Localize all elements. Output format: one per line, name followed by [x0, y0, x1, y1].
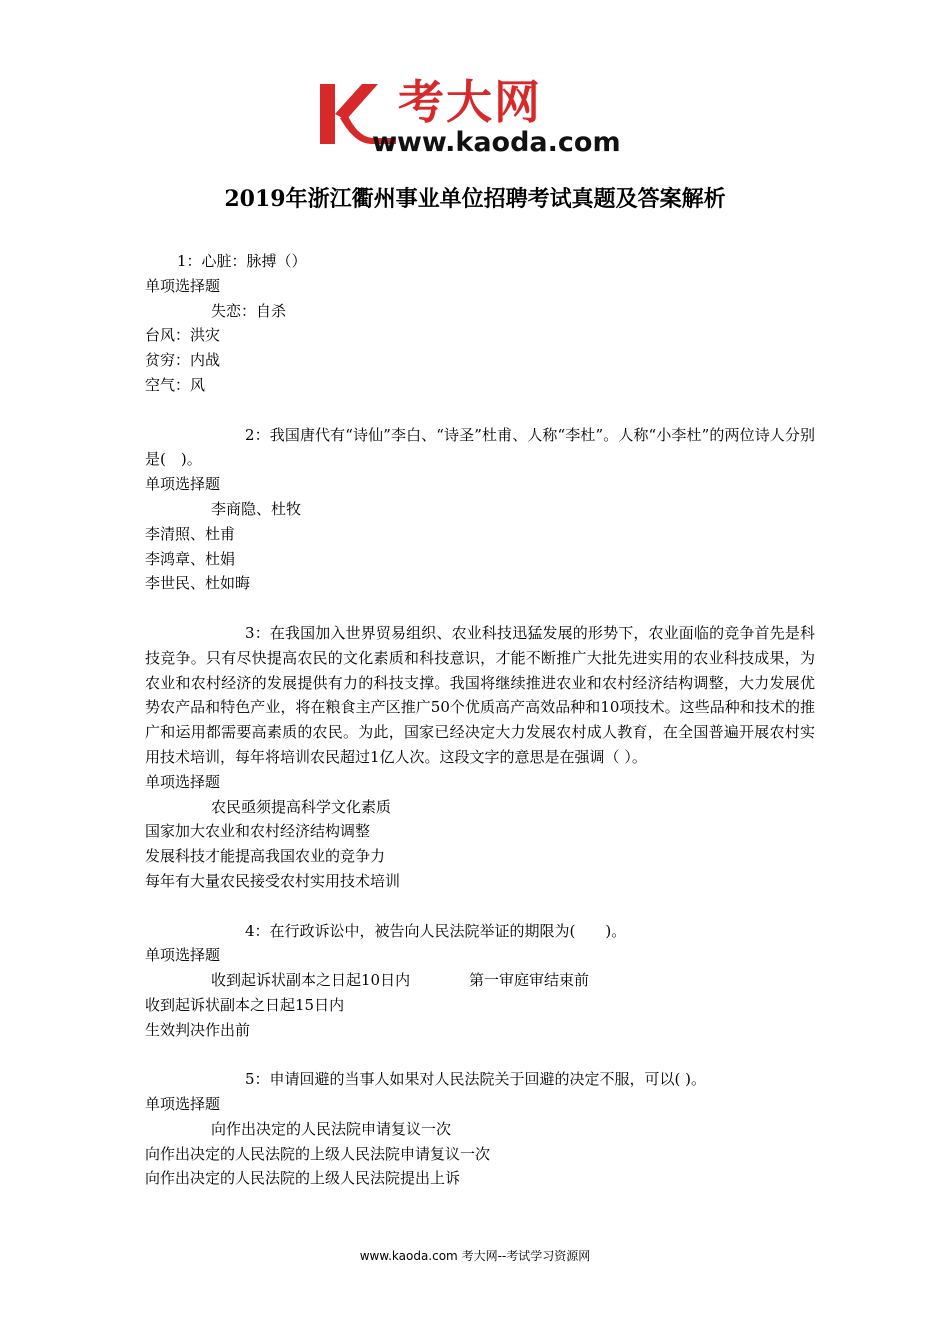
question-1-type: 单项选择题	[145, 276, 221, 295]
question-4-option-a: 收到起诉状副本之日起10日内	[211, 971, 411, 990]
question-3-option-a: 农民亟须提高科学文化素质	[211, 797, 392, 816]
question-3-option-d: 每年有大量农民接受农村实用技术培训	[145, 871, 401, 890]
question-2-option-c: 李鸿章、杜娟	[145, 549, 236, 568]
question-4-option-c: 收到起诉状副本之日起15日内	[145, 995, 345, 1014]
page-footer	[0, 1246, 950, 1266]
logo-chinese-text: 考大网	[398, 75, 542, 129]
question-5-stem: 5：申请回避的当事人如果对人民法院关于回避的决定不服，可以( )。	[245, 1070, 707, 1089]
question-4-type: 单项选择题	[145, 946, 221, 965]
document-title: 2019年浙江衢州事业单位招聘考试真题及答案解析	[224, 186, 726, 212]
question-4-option-b: 第一审庭审结束前	[469, 971, 590, 990]
question-1-stem: 1：心脏：脉搏（）	[177, 252, 307, 270]
question-2-option-a: 李商隐、杜牧	[211, 499, 302, 518]
question-1-option-d: 空气：风	[145, 375, 206, 394]
question-4-options-row	[145, 968, 815, 993]
question-5-type: 单项选择题	[145, 1095, 221, 1114]
question-4-stem: 4：在行政诉讼中，被告向人民法院举证的期限为( )。	[245, 921, 627, 940]
question-5-option-a: 向作出决定的人民法院申请复议一次	[211, 1119, 452, 1138]
question-3-option-c: 发展科技才能提高我国农业的竞争力	[145, 847, 386, 866]
question-5-option-b: 向作出决定的人民法院的上级人民法院申请复议一次	[145, 1144, 491, 1163]
footer-url[interactable]: www.kaoda.com	[359, 1249, 458, 1263]
question-4-option-d: 生效判决作出前	[145, 1020, 251, 1039]
question-2-type: 单项选择题	[145, 475, 221, 494]
question-1-option-c: 贫穷：内战	[145, 351, 221, 370]
logo-url-text: www.kaoda.com	[372, 127, 621, 158]
question-list	[145, 249, 815, 1191]
question-5-option-c: 向作出决定的人民法院的上级人民法院提出上诉	[145, 1169, 461, 1188]
footer-text: 考大网--考试学习资源网	[461, 1249, 591, 1263]
question-3-stem: 3：在我国加入世界贸易组织、农业科技迅猛发展的形势下，农业面临的竞争首先是科技竞争。只有尽快提高农民的文化素质和科技意识，才能不断推广大批先进实用的农业科技成果，为农业和农村经济的发展提供有力的科技支撑。我国将继续推进农业和农村经济结构调整，大力发展优势农产品和特色产业，将在粮食主产区推广50个优质高产高效品种和10项技术。这些品种和技术的推广和运用都需要高素质的农民。为此，国家已经决定大力发展农村成人教育，在全国普遍开展农村实用技术培训，每年将培训农民超过1亿人次。这段文字的意思是在强调（ ）。	[145, 623, 815, 766]
question-2-option-d: 李世民、杜如晦	[145, 574, 251, 593]
question-1-option-a: 失恋：自杀	[211, 301, 287, 320]
question-2-option-b: 李清照、杜甫	[145, 524, 236, 543]
question-1-option-b: 台风：洪灾	[145, 326, 221, 345]
kaoda-logo	[318, 75, 640, 158]
question-3-type: 单项选择题	[145, 772, 221, 791]
question-2-stem: 2：我国唐代有“诗仙”李白、“诗圣”杜甫、人称“李杜”。人称“小李杜”的两位诗人分别是( )。	[145, 425, 815, 469]
question-3-option-b: 国家加大农业和农村经济结构调整	[145, 822, 371, 841]
